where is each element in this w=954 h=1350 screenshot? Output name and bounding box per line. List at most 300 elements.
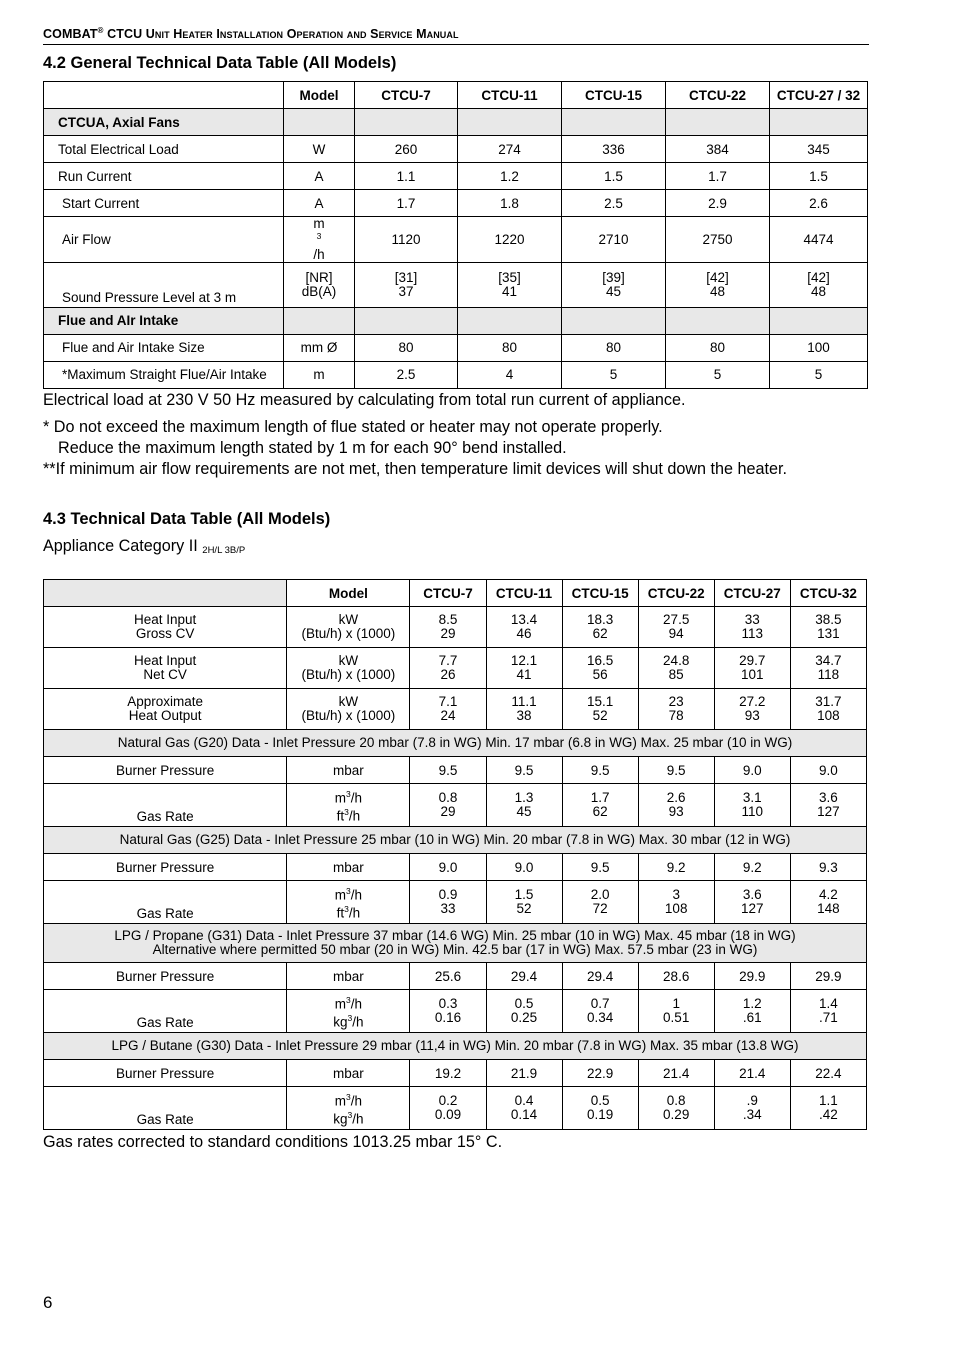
value-cell — [410, 1087, 486, 1130]
value-line: 0.34 — [586, 1010, 614, 1025]
value-cell — [714, 784, 790, 827]
value-cell: 1220 — [458, 217, 562, 263]
unit-line: dB(A) — [301, 283, 337, 299]
unit-line — [291, 884, 405, 903]
value-cell: 80 — [666, 334, 770, 361]
value-cell — [790, 881, 866, 924]
corner-cell — [44, 580, 287, 607]
value-cell — [638, 881, 714, 924]
value-line: 2.6 — [666, 790, 686, 805]
gas-rate-row — [44, 1087, 867, 1130]
value-cell: 4474 — [770, 217, 868, 263]
gas-rate-row — [44, 881, 867, 924]
value-line: [31] — [394, 269, 418, 285]
heat-row — [44, 607, 867, 648]
gas-band-text: Natural Gas (G20) Data - Inlet Pressure 20 mbar (7.8 in WG) Min. 17 mbar (6.8 in WG) Max. 25 mbar (10 in WG) — [117, 735, 793, 750]
data-row — [44, 361, 868, 388]
unit-base: m — [334, 887, 346, 902]
row-label — [44, 689, 287, 730]
row-label: Burner Pressure — [44, 854, 287, 881]
unit-superscript: 3 — [345, 788, 351, 799]
column-header: CTCU-27 / 32 — [770, 82, 868, 109]
value-cell: 21.4 — [638, 1060, 714, 1087]
value-cell: 1.5 — [770, 163, 868, 190]
value-line: 33 — [440, 901, 456, 916]
unit-line — [291, 787, 405, 806]
shaded-cell — [562, 307, 666, 334]
value-line: 0.25 — [510, 1010, 538, 1025]
value-cell — [486, 784, 562, 827]
row-label: *Maximum Straight Flue/Air Intake — [44, 361, 284, 388]
column-header: CTCU-11 — [458, 82, 562, 109]
heat-row — [44, 648, 867, 689]
unit-line — [291, 993, 405, 1012]
value-line: 0.51 — [663, 1010, 690, 1025]
value-line: .34 — [742, 1107, 762, 1122]
gas-band-row — [44, 827, 867, 854]
unit-cell: W — [284, 136, 355, 163]
label-line: Approximate — [127, 694, 204, 709]
unit-line — [291, 1108, 405, 1127]
row-label: Gas Rate — [44, 784, 287, 827]
unit-cell: mbar — [287, 963, 410, 990]
label-line: Heat Output — [128, 708, 202, 723]
unit-cell: mbar — [287, 757, 410, 784]
header-row — [44, 580, 867, 607]
value-line: 0.7 — [590, 996, 610, 1011]
value-line: .61 — [742, 1010, 762, 1025]
value-line: 93 — [668, 804, 684, 819]
appliance-category-label: Appliance Category II — [43, 537, 198, 555]
value-cell: 80 — [458, 334, 562, 361]
value-line: 108 — [817, 708, 840, 723]
header-title: CTCU Unit Heater Installation Operation and Service Manual — [107, 27, 459, 42]
value-cell — [410, 990, 486, 1033]
value-line: 0.9 — [438, 887, 458, 902]
value-cell — [410, 689, 486, 730]
value-cell: 1.2 — [458, 163, 562, 190]
unit-line: (Btu/h) x (1000) — [301, 626, 396, 641]
unit-cell — [287, 990, 410, 1033]
value-cell: 21.4 — [714, 1060, 790, 1087]
value-line: .71 — [819, 1010, 838, 1025]
label-line: Gross CV — [135, 626, 195, 641]
value-cell: 336 — [562, 136, 666, 163]
value-line: 1 — [672, 996, 680, 1011]
shaded-cell — [355, 307, 458, 334]
value-cell: 29.9 — [714, 963, 790, 990]
value-line: 3 — [672, 887, 680, 902]
value-line: 12.1 — [510, 653, 538, 668]
value-line: 72 — [592, 901, 608, 916]
gas-band-cell — [44, 827, 867, 854]
value-line: 7.1 — [438, 694, 458, 709]
value-line: 38.5 — [815, 612, 842, 627]
gas-band-row — [44, 924, 867, 963]
value-line: 0.3 — [438, 996, 458, 1011]
value-cell: 29.4 — [486, 963, 562, 990]
label-line: Heat Input — [133, 612, 197, 627]
value-cell — [355, 262, 458, 307]
section-4-2-title: 4.2 General Technical Data Table (All Models) — [43, 54, 397, 72]
value-cell — [714, 1087, 790, 1130]
unit-line — [291, 805, 405, 824]
unit-line — [291, 1090, 405, 1109]
heat-row — [44, 689, 867, 730]
gas-band-cell — [44, 924, 867, 963]
value-line: 127 — [817, 804, 840, 819]
value-line: 23 — [668, 694, 684, 709]
column-header: CTCU-15 — [562, 82, 666, 109]
value-line: 18.3 — [586, 612, 614, 627]
value-line: .9 — [746, 1093, 758, 1108]
value-cell: 2.9 — [666, 190, 770, 217]
value-line: [35] — [498, 269, 521, 285]
value-cell: 1.5 — [562, 163, 666, 190]
data-row — [44, 190, 868, 217]
unit-line: kW — [338, 612, 359, 627]
value-line: 0.09 — [434, 1107, 462, 1122]
value-line: 16.5 — [586, 653, 614, 668]
value-line: 33 — [744, 612, 760, 627]
value-cell — [666, 262, 770, 307]
value-cell — [410, 881, 486, 924]
row-label: Sound Pressure Level at 3 m — [44, 262, 284, 307]
row-label: Run Current — [44, 163, 284, 190]
value-line: 31.7 — [815, 694, 842, 709]
gas-band-cell — [44, 1033, 867, 1060]
value-line: 0.14 — [510, 1107, 538, 1122]
value-line: 78 — [668, 708, 684, 723]
value-line: 41 — [501, 283, 518, 299]
corner-cell — [44, 82, 284, 109]
value-cell — [486, 607, 562, 648]
value-line: 48 — [709, 283, 726, 299]
value-cell — [790, 990, 866, 1033]
row-label: Air Flow — [44, 217, 284, 263]
value-line: 1.3 — [514, 790, 534, 805]
unit-cell: mm Ø — [284, 334, 355, 361]
shaded-cell — [458, 307, 562, 334]
unit-tail: /h — [350, 790, 362, 805]
unit-base: m — [334, 996, 346, 1011]
unit-base: ft — [336, 808, 345, 824]
value-cell: 260 — [355, 136, 458, 163]
unit-superscript: 3 — [347, 1013, 353, 1023]
general-technical-data-table — [43, 81, 868, 389]
burner-pressure-row — [44, 1060, 867, 1087]
value-cell: 9.0 — [714, 757, 790, 784]
unit-cell — [287, 607, 410, 648]
unit-superscript: 3 — [347, 1110, 353, 1120]
value-cell — [714, 607, 790, 648]
unit-cell: A — [284, 163, 355, 190]
value-cell — [410, 607, 486, 648]
value-cell: 9.5 — [562, 854, 638, 881]
value-cell: 9.0 — [790, 757, 866, 784]
value-cell — [790, 607, 866, 648]
value-cell — [486, 1087, 562, 1130]
unit-superscript: 3 — [316, 231, 322, 241]
unit-tail: /h — [348, 905, 361, 921]
value-cell: 9.5 — [638, 757, 714, 784]
unit-cell — [284, 262, 355, 307]
value-line: 101 — [741, 667, 764, 682]
value-cell: 29.9 — [790, 963, 866, 990]
value-cell: 29.4 — [562, 963, 638, 990]
value-line: 38 — [516, 708, 532, 723]
air-flow-note: **If minimum air flow requirements are not met, then temperature limit devices will shut down the heater. — [43, 460, 788, 478]
value-line: 108 — [664, 901, 688, 916]
shaded-cell — [562, 109, 666, 136]
burner-pressure-row — [44, 757, 867, 784]
value-line: 0.2 — [438, 1093, 458, 1108]
value-line: 110 — [741, 804, 764, 819]
value-cell: 4 — [458, 361, 562, 388]
value-line: 1.5 — [514, 887, 534, 902]
column-header: CTCU-7 — [355, 82, 458, 109]
value-line: 1.1 — [819, 1093, 838, 1108]
value-cell: 5 — [770, 361, 868, 388]
value-cell: 21.9 — [486, 1060, 562, 1087]
data-row — [44, 163, 868, 190]
value-line: 45 — [516, 804, 532, 819]
gas-band-text: Natural Gas (G25) Data - Inlet Pressure 25 mbar (10 in WG) Min. 20 mbar (7.8 in WG) Max. 30 mbar (12 in WG) — [119, 832, 791, 847]
value-line: 85 — [668, 667, 684, 682]
value-cell: 2.5 — [355, 361, 458, 388]
value-cell — [562, 784, 638, 827]
unit-superscript: 3 — [344, 904, 349, 914]
value-line: 0.19 — [586, 1107, 614, 1122]
header-row — [44, 82, 868, 109]
running-header — [43, 26, 869, 45]
unit-line — [291, 902, 405, 921]
value-line: 148 — [817, 901, 840, 916]
value-line: 7.7 — [438, 653, 458, 668]
group-row — [44, 307, 868, 334]
column-header: CTCU-22 — [666, 82, 770, 109]
unit-cell: mbar — [287, 1060, 410, 1087]
gas-rate-row — [44, 784, 867, 827]
value-line: 37 — [398, 283, 414, 299]
unit-cell — [287, 784, 410, 827]
unit-tail: /h — [348, 808, 361, 824]
unit-cell — [287, 881, 410, 924]
value-cell — [410, 648, 486, 689]
value-cell: 1.7 — [666, 163, 770, 190]
unit-line: (Btu/h) x (1000) — [301, 708, 396, 723]
value-line: 0.29 — [663, 1107, 690, 1122]
value-line: 62 — [592, 626, 608, 641]
sound-row — [44, 262, 868, 307]
value-cell — [790, 784, 866, 827]
shaded-cell — [770, 109, 868, 136]
value-line: .42 — [819, 1107, 838, 1122]
value-line: 3.6 — [819, 790, 838, 805]
unit-cell: A — [284, 190, 355, 217]
value-cell — [562, 881, 638, 924]
value-cell — [714, 881, 790, 924]
gas-band-cell — [44, 730, 867, 757]
unit-superscript: 3 — [345, 885, 351, 896]
row-label: Flue and Air Intake Size — [44, 334, 284, 361]
value-cell: 1.1 — [355, 163, 458, 190]
technical-data-table — [43, 579, 867, 1130]
value-cell — [562, 648, 638, 689]
unit-base: kg — [333, 1111, 348, 1127]
value-cell: 80 — [562, 334, 666, 361]
value-cell — [638, 648, 714, 689]
section-4-3-title: 4.3 Technical Data Table (All Models) — [43, 510, 331, 528]
value-cell: 19.2 — [410, 1060, 486, 1087]
value-cell: 100 — [770, 334, 868, 361]
row-label: Gas Rate — [44, 990, 287, 1033]
value-cell — [410, 784, 486, 827]
value-cell: 22.9 — [562, 1060, 638, 1087]
value-cell — [638, 607, 714, 648]
value-cell: 274 — [458, 136, 562, 163]
gas-band-text-2: Alternative where permitted 50 mbar (20 in WG) Min. 42.5 bar (17 in WG) Max. 57.5 mbar (23 in WG) — [152, 942, 758, 957]
burner-pressure-row — [44, 854, 867, 881]
brand-name: COMBAT — [43, 27, 98, 42]
value-line: 94 — [668, 626, 684, 641]
shaded-cell — [458, 109, 562, 136]
value-cell: 2.6 — [770, 190, 868, 217]
unit-cell: mbar — [287, 854, 410, 881]
unit-superscript: 3 — [344, 807, 349, 817]
value-cell: 1.7 — [355, 190, 458, 217]
shaded-cell — [770, 307, 868, 334]
value-line: 27.2 — [739, 694, 766, 709]
value-cell: 9.5 — [562, 757, 638, 784]
registered-mark: ® — [97, 26, 104, 35]
value-cell — [638, 990, 714, 1033]
row-label — [44, 607, 287, 648]
data-row — [44, 217, 868, 263]
value-line: 24 — [440, 708, 456, 723]
value-line: 52 — [516, 901, 532, 916]
value-cell — [770, 262, 868, 307]
value-cell — [562, 1087, 638, 1130]
shaded-cell — [666, 109, 770, 136]
value-cell: 5 — [666, 361, 770, 388]
unit-cell — [287, 689, 410, 730]
gas-band-row — [44, 1033, 867, 1060]
value-cell: 384 — [666, 136, 770, 163]
unit-tail: /h — [352, 1014, 364, 1030]
data-row — [44, 136, 868, 163]
value-line: 0.4 — [514, 1093, 534, 1108]
value-line: 48 — [810, 283, 827, 299]
value-cell: 25.6 — [410, 963, 486, 990]
value-cell — [458, 262, 562, 307]
row-label: Burner Pressure — [44, 757, 287, 784]
unit-base: m — [334, 790, 346, 805]
row-label: Burner Pressure — [44, 1060, 287, 1087]
value-cell — [714, 648, 790, 689]
value-cell: 80 — [355, 334, 458, 361]
column-header: CTCU-22 — [638, 580, 714, 607]
value-cell — [714, 990, 790, 1033]
gas-band-text: LPG / Butane (G30) Data - Inlet Pressure 29 mbar (11,4 in WG) Min. 20 mbar (7.8 in WG) Max. 35 mbar (13.8 WG) — [111, 1038, 799, 1053]
unit-tail: /h — [313, 246, 325, 262]
label-line: Net CV — [143, 667, 187, 682]
value-line: 3.6 — [742, 887, 762, 902]
row-label: Start Current — [44, 190, 284, 217]
value-line: 27.5 — [663, 612, 690, 627]
value-cell: 9.5 — [410, 757, 486, 784]
appliance-category-sub: 2H/L 3B/P — [202, 545, 246, 556]
value-cell — [790, 689, 866, 730]
column-header: Model — [287, 580, 410, 607]
flue-length-note — [43, 417, 663, 459]
value-line: 0.5 — [590, 1093, 610, 1108]
row-label: Gas Rate — [44, 1087, 287, 1130]
shaded-cell — [284, 307, 355, 334]
shaded-cell — [355, 109, 458, 136]
value-line: 62 — [592, 804, 608, 819]
value-cell — [562, 990, 638, 1033]
value-line: 113 — [741, 626, 764, 641]
unit-superscript: 3 — [345, 994, 351, 1005]
value-cell: 22.4 — [790, 1060, 866, 1087]
unit-line: [NR] — [305, 269, 333, 285]
value-cell — [638, 1087, 714, 1130]
value-line: 1.2 — [742, 996, 762, 1011]
row-label — [44, 648, 287, 689]
value-cell: 1120 — [355, 217, 458, 263]
value-line: 26 — [440, 667, 456, 682]
value-line: 34.7 — [815, 653, 842, 668]
unit-superscript: 3 — [345, 1091, 351, 1102]
value-cell: 9.2 — [714, 854, 790, 881]
unit-cell — [284, 217, 355, 263]
value-line: 41 — [516, 667, 532, 682]
unit-line: kW — [338, 653, 359, 668]
value-line: 0.5 — [514, 996, 534, 1011]
value-cell — [638, 689, 714, 730]
value-line: 131 — [817, 626, 840, 641]
unit-cell — [287, 1087, 410, 1130]
unit-cell: m — [284, 361, 355, 388]
unit-base: m — [313, 216, 325, 231]
unit-tail: /h — [350, 887, 362, 902]
value-cell — [790, 1087, 866, 1130]
data-row — [44, 334, 868, 361]
gas-rate-footnote: Gas rates corrected to standard conditions 1013.25 mbar 15° C. — [43, 1133, 503, 1151]
value-line: 8.5 — [438, 612, 458, 627]
value-cell — [486, 990, 562, 1033]
value-cell — [790, 648, 866, 689]
value-line: 1.4 — [819, 996, 838, 1011]
value-cell — [562, 607, 638, 648]
value-line: 0.8 — [438, 790, 458, 805]
value-cell: 9.3 — [790, 854, 866, 881]
value-cell: 2.5 — [562, 190, 666, 217]
value-line: 29 — [440, 626, 456, 641]
value-line: 0.8 — [666, 1093, 686, 1108]
value-line: [42] — [706, 269, 729, 285]
value-cell: 2710 — [562, 217, 666, 263]
unit-base: m — [334, 1093, 346, 1108]
value-cell — [714, 689, 790, 730]
value-line: 3.1 — [742, 790, 762, 805]
appliance-category — [43, 537, 245, 556]
value-line: 15.1 — [586, 694, 614, 709]
value-line: 4.2 — [819, 887, 838, 902]
group-label: CTCUA, Axial Fans — [44, 109, 284, 136]
unit-tail: /h — [352, 1111, 364, 1127]
